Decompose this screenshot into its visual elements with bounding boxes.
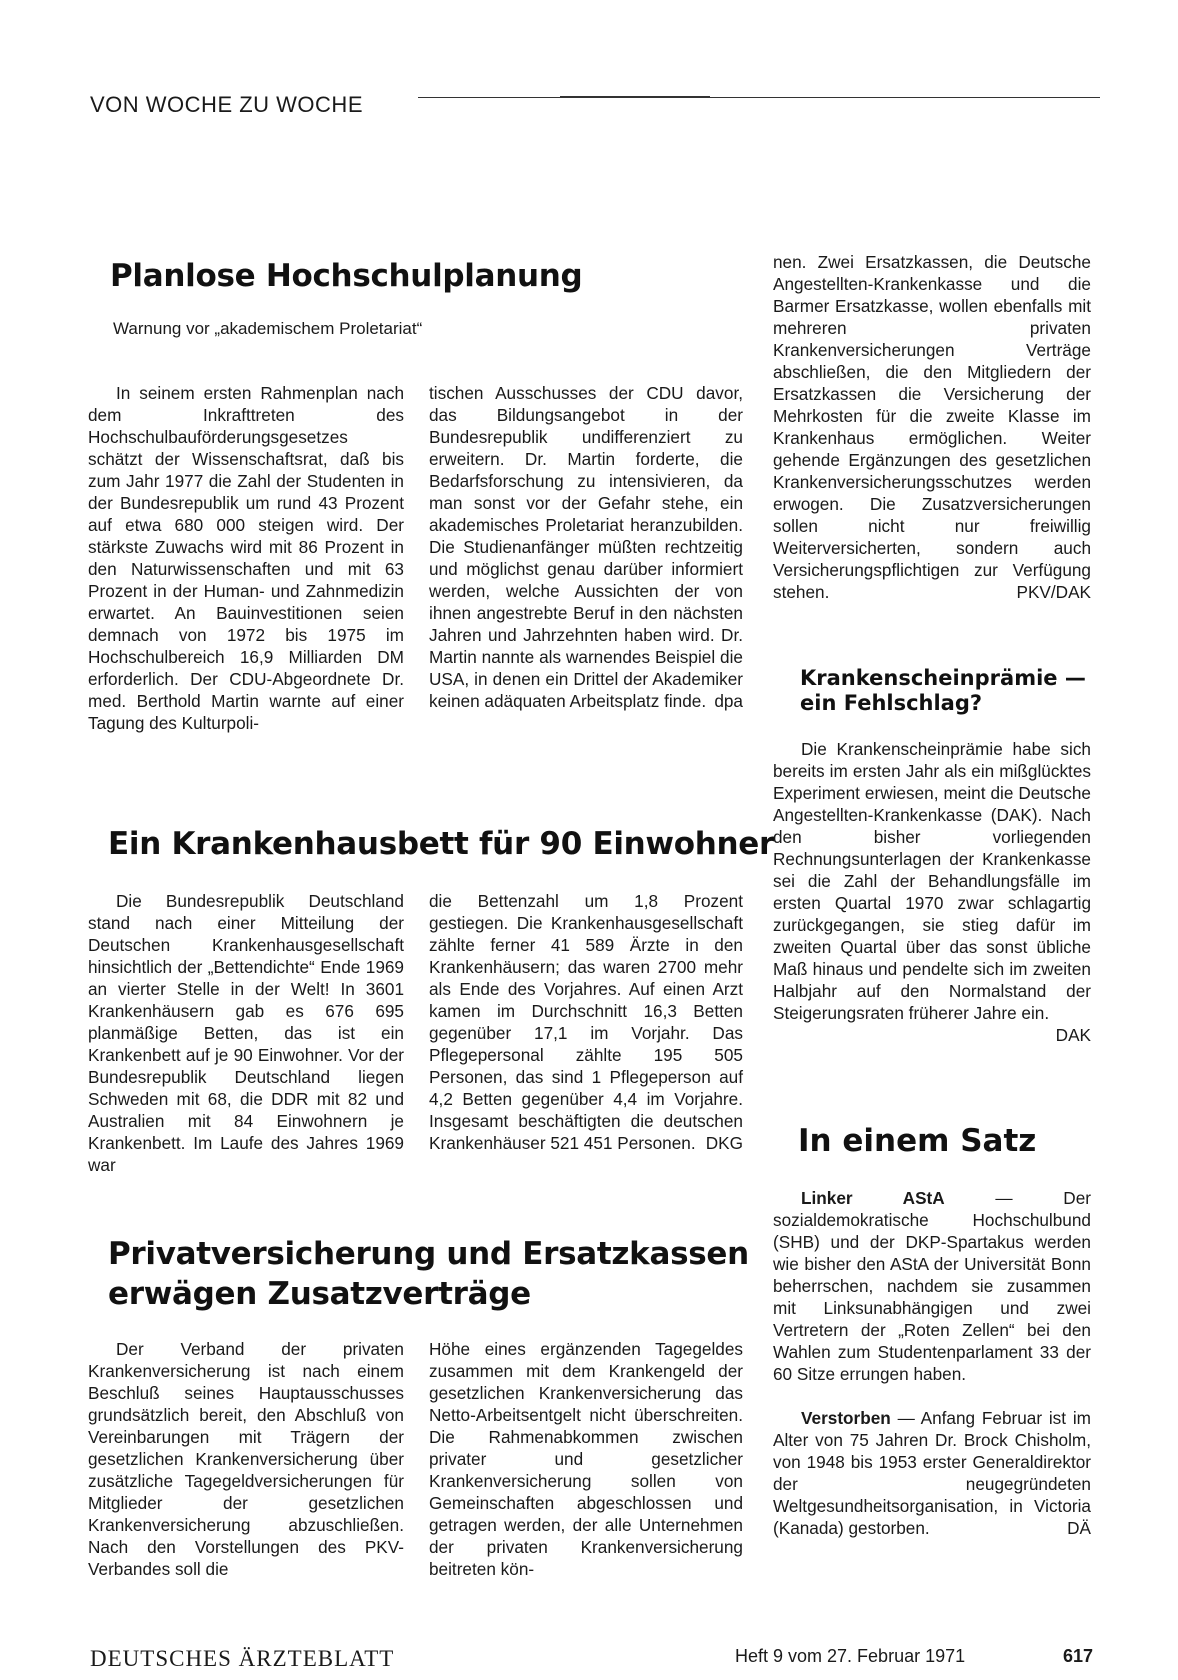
article-3-title-line-2: erwägen Zusatzverträge [108,1276,531,1312]
article-5-item-1-lead: Linker AStA [801,1188,945,1208]
header-rule [418,97,1100,98]
article-2-source: DKG [705,1133,743,1153]
article-2-title: Ein Krankenhausbett für 90 Einwohner [108,826,775,862]
article-5-item-2-text: — Anfang Februar ist im Alter von 75 Jahren Dr. Brock Chisholm, von 1948 bis 1953 erster Generaldirektor der neugegründeten Weltgesundheitsorganisation, in Victoria (Kanada) gestorben. [773,1408,1091,1538]
article-1-column-1 [88,382,404,734]
article-3-column-3 [773,251,1091,603]
issue-info: Heft 9 vom 27. Februar 1971 [735,1646,966,1666]
article-2-text-2 [429,890,743,1154]
article-2-column-2 [429,890,743,1154]
article-5-title: In einem Satz [798,1123,1037,1159]
article-2-text-2-body: die Bettenzahl um 1,8 Prozent gestiegen. Die Krankenhausgesellschaft zählte ferner 41 589 Ärzte in den Krankenhäusern; das waren 2700 mehr als Ende des Vorjahres. Auf einen Arzt kamen im Durchschnitt 16,3 Betten gegenüber 17,1 im Vorjahr. Das Pflegepersonal zählte 195 505 Personen, das sind 1 Pflegeperson auf 4,2 Betten gegenüber 4,4 im Vorjahre. Insgesamt beschäftigten die deutschen Krankenhäuser 521 451 Personen. [429,891,743,1153]
article-1-title: Planlose Hochschulplanung [110,258,583,294]
article-3-column-1 [88,1338,404,1580]
article-3-column-2 [429,1338,743,1580]
article-1-text-2-body: tischen Ausschusses der CDU davor, das Bildungsangebot in der Bundesrepublik undifferenziert zu erweitern. Dr. Martin forderte, die Bedarfsforschung zu intensivieren, da man sonst vor der Gefahr stehe, ein akademisches Proletariat heranzubilden. Die Studienanfänger müßten rechtzeitig und möglichst genau darüber informiert werden, welche Aussichten der von ihnen angestrebte Beruf in den nächsten Jahren und Jahrzehnten haben wird. Dr. Martin nannte als warnendes Beispiel die USA, in denen ein Drittel der Akademiker keinen adäquaten Arbeitsplatz finde. [429,383,743,711]
header-rule-accent [560,96,710,98]
article-3-title-line-1: Privatversicherung und Ersatzkassen [108,1236,749,1272]
article-4-title-line-1: Krankenscheinprämie — [800,666,1086,690]
article-2-text-1: Die Bundesrepublik Deutschland stand nach einer Mitteilung der Deutschen Krankenhausgesellschaft hinsichtlich der „Bettendichte“ Ende 1969 an vierter Stelle in der Welt! In 3601 Krankenhäusern gab es 676 695 planmäßige Betten, das ist ein Krankenbett auf je 90 Einwohner. Vor der Bundesrepublik Deutschland liegen Schweden mit 68, die DDR mit 82 und Australien mit 84 Einwohnern je Krankenbett. Im Laufe des Jahres 1969 war [88,891,404,1175]
article-1-text-2 [429,382,743,712]
section-header: VON WOCHE ZU WOCHE [90,92,363,117]
article-4-text-body: Die Krankenscheinprämie habe sich bereits im ersten Jahr als ein mißglücktes Experiment erwiesen, meint die Deutsche Angestellten-Krankenkasse (DAK). Nach den bisher vorliegenden Rechnungsunterlagen der Krankenkasse sei die Zahl der Behandlungsfälle im ersten Quartal 1970 zwar schlagartig zurückgegangen, sie stieg dafür im zweiten Quartal über das sonst übliche Maß hinaus und pendelte sich im zweiten Halbjahr auf den Normalstand der Steigerungsraten früherer Jahre ein. [773,739,1091,1023]
article-4-column [773,738,1091,1046]
article-1-subtitle: Warnung vor „akademischem Proletariat“ [113,319,423,338]
article-5-item-1 [773,1187,1091,1385]
article-3-text-3 [773,251,1091,603]
article-3-text-3-body: nen. Zwei Ersatzkassen, die Deutsche Angestellten-Krankenkasse und die Barmer Ersatzkasse, wollen ebenfalls mit mehreren privaten Krankenversicherungen Verträge abschließen, die den Mitgliedern der Ersatzkassen die Versicherung der Mehrkosten für die zweite Klasse im Krankenhaus ermöglichen. Weiter gehende Ergänzungen des gesetzlichen Krankenversicherungsschutzes werden erwogen. Die Zusatzversicherungen sollen nicht nur freiwillig Weiterversicherten, sondern auch Versicherungspflichtigen zur Verfügung stehen. [773,252,1091,602]
article-1-source: dpa [714,691,743,711]
page-number: 617 [1063,1646,1094,1666]
journal-name: DEUTSCHES ÄRZTEBLATT [90,1646,395,1671]
article-5-column [773,1187,1091,1539]
article-4-text [773,738,1091,1045]
article-1-text-1: In seinem ersten Rahmenplan nach dem Inkrafttreten des Hochschulbauförderungsgesetzes schätzt der Wissenschaftsrat, daß bis zum Jahr 1977 die Zahl der Studenten in der Bundesrepublik um rund 43 Prozent auf etwa 680 000 steigen wird. Der stärkste Zuwachs wird mit 86 Prozent in den Naturwissenschaften und mit 63 Prozent in der Human- und Zahnmedizin erwartet. An Bauinvestitionen seien demnach von 1972 bis 1975 im Hochschulbereich 16,9 Milliarden DM erforderlich. Der CDU-Abgeordnete Dr. med. Berthold Martin warnte auf einer Tagung des Kulturpoli- [88,383,404,733]
article-5-item-2-source: DÄ [1067,1518,1091,1538]
article-2-column-1 [88,890,404,1176]
article-3-source: PKV/DAK [1016,582,1091,602]
article-3-text-2: Höhe eines ergänzenden Tagegeldes zusammen mit dem Krankengeld der gesetzlichen Krankenversicherung das Netto-Arbeitsentgelt nicht überschreiten. Die Rahmenabkommen zwischen privater und gesetzlicher Krankenversicherung sollen von Gemeinschaften abgeschlossen und getragen werden, der alle Unternehmen der privaten Krankenversicherung beitreten kön- [429,1339,743,1579]
article-1-column-2 [429,382,743,712]
article-4-source: DAK [1055,1025,1091,1045]
article-5-item-2 [773,1407,1091,1539]
article-5-item-2-lead: Verstorben [801,1408,891,1428]
article-4-title-line-2: ein Fehlschlag? [800,691,983,715]
article-5-item-1-text: — Der sozialdemokratische Hochschulbund (SHB) und der DKP-Spartakus werden wie bisher den AStA der Universität Bonn beherrschen, nachdem sie zusammen mit Linksunabhängigen und zwei Vertretern der „Roten Zellen“ bei den Wahlen zum Studentenparlament 33 der 60 Sitze errungen haben. [773,1188,1091,1384]
article-3-text-1: Der Verband der privaten Krankenversicherung ist nach einem Beschluß seines Hauptausschusses grundsätzlich bereit, den Abschluß von Vereinbarungen mit Trägern der gesetzlichen Krankenversicherung über zusätzliche Tagegeldversicherungen für Mitglieder der gesetzlichen Krankenversicherung abzuschließen. Nach den Vorstellungen des PKV-Verbandes soll die [88,1339,404,1579]
